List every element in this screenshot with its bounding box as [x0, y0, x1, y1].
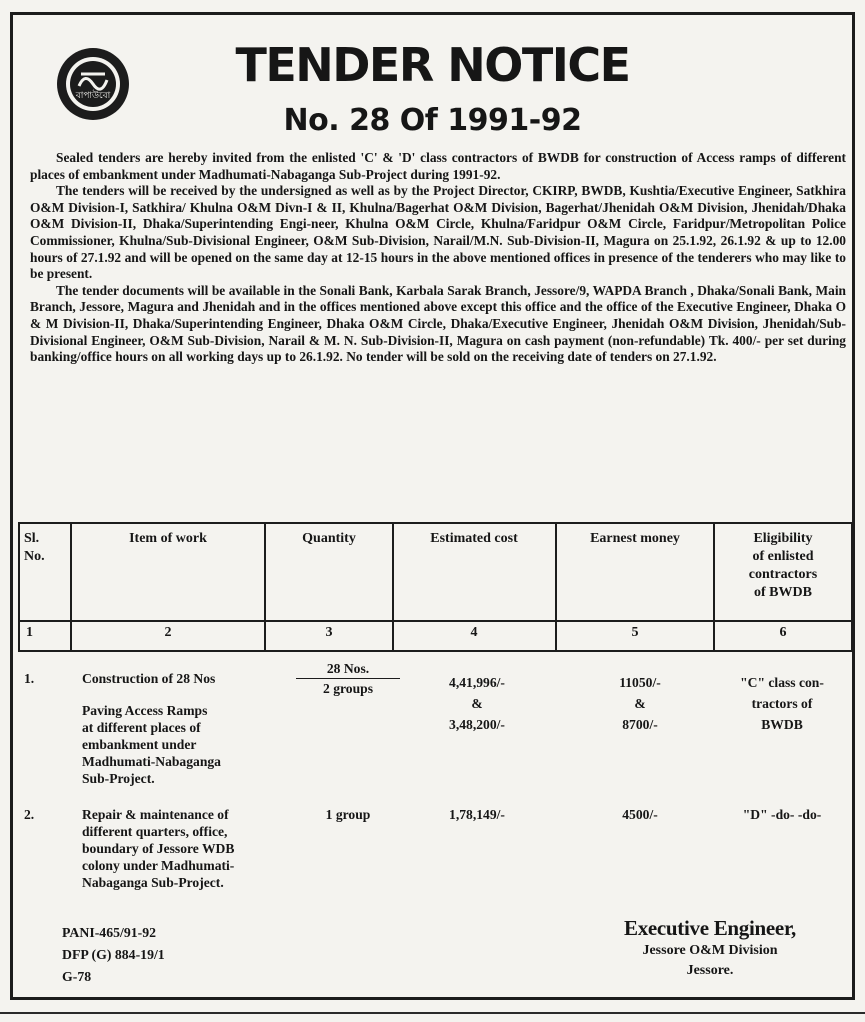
header-eligibility: Eligibility of enlisted contractors of BWDB	[748, 531, 818, 600]
table-col-6	[851, 522, 853, 652]
notice-body	[30, 150, 846, 366]
reference-dfp: DFP (G) 884-19/1	[62, 947, 165, 962]
table-rule-header	[18, 620, 853, 622]
row1-item-details: Paving Access Ramps at different places of embankment under Madhumati-Nabaganga Sub-Project.	[82, 703, 221, 786]
header-quantity: Quantity	[302, 531, 356, 546]
reference-numbers	[62, 922, 165, 988]
row2-cost: 1,78,149/-	[449, 807, 505, 822]
row1-quantity-top: 28 Nos.	[296, 660, 400, 679]
row1-cost: 4,41,996/- & 3,48,200/-	[449, 675, 505, 732]
paragraph-documents: The tender documents will be available in the Sonali Bank, Karbala Sarak Branch, Jessore/9, WAPDA Branch , Dhaka/Sonali Bank, Main Branch, Jessore, Magura and Jhenidah and in the offices mentioned above except this office and the office of the Executive Engineer, Dhaka O & M Division-II, Dhaka/Superintending Engineer, Dhaka O&M Circle, Dhaka/Executive Engineer, Jhenidah O&M Division, Jhenidah/Sub-Divisional Engineer, O&M Sub-Division, Narail & M. N. Sub-Division-II, Magura on cash payment (non-refundable) Tk. 400/- per set during banking/office hours on all working days up to 26.1.92. No tender will be sold on the receiving date of tenders on 27.1.92.	[30, 282, 846, 365]
notice-number: No. 28 Of 1991-92	[283, 103, 582, 138]
row1-eligibility: "C" class con- tractors of BWDB	[740, 675, 824, 732]
page-title: TENDER NOTICE	[235, 38, 630, 92]
signatory-title: Executive Engineer,	[623, 916, 796, 940]
logo-text: বাপাউবো	[75, 91, 111, 101]
header-sl: Sl. No.	[24, 531, 45, 564]
header-cost: Estimated cost	[430, 531, 518, 546]
signature-block	[590, 916, 830, 981]
row2-item: Repair & maintenance of different quarters, office, boundary of Jessore WDB colony under Madhumati- Nabaganga Sub-Project.	[82, 807, 235, 890]
reference-pani: PANI-465/91-92	[62, 925, 157, 940]
row1-sl: 1.	[24, 671, 35, 686]
row2-eligibility: "D" -do- -do-	[742, 807, 822, 822]
table-rule-colnums	[18, 650, 853, 652]
row1-earnest: 11050/- & 8700/-	[619, 675, 661, 732]
row2-earnest: 4500/-	[622, 807, 658, 822]
colnum-6: 6	[779, 625, 787, 640]
table-rule-top	[18, 522, 853, 524]
colnum-4: 4	[470, 625, 478, 640]
paragraph-receipt: The tenders will be received by the undersigned as well as by the Project Director, CKIRP, BWDB, Kushtia/Executive Engineer, Satkhira O&M Division-I, Satkhira/ Khulna O&M Divn-I & II, Khulna/Bagerhat O&M Division, Bagerhat/Jhenidah O&M Division, Jhenidah/Dhaka O&M Division-II, Dhaka/Superintending Engi-neer, Khulna O&M Circle, Khulna/Faridpur O&M Circle, Faridpur/Metropolitan Police Commissioner, Khulna/Sub-Divisional Engineer, O&M Sub-Division, Narail/M.N. Sub-Division-II, Magura on 25.1.92, 26.1.92 & up to 12.00 hours of 27.1.92 and will be opened on the same day at 12-15 hours in the above mentioned offices in presence of the tenderers who may like to be present.	[30, 183, 846, 282]
bottom-rule	[0, 1012, 865, 1014]
reference-g: G-78	[62, 969, 92, 984]
row1-item-line1: Construction of 28 Nos	[82, 671, 216, 686]
signatory-office: Jessore O&M Division	[642, 943, 778, 958]
paragraph-invitation: Sealed tenders are hereby invited from the enlisted 'C' & 'D' class contractors of BWDB for construction of Access ramps of different places of embankment under Madhumati-Nabaganga Sub-Project during 1991-92.	[30, 150, 846, 182]
header-earnest: Earnest money	[590, 531, 680, 546]
row2-quantity: 1 group	[325, 807, 371, 822]
header-item: Item of work	[129, 531, 207, 546]
colnum-2: 2	[164, 625, 172, 640]
colnum-5: 5	[631, 625, 639, 640]
colnum-3: 3	[325, 625, 333, 640]
row1-quantity-bottom: 2 groups	[323, 681, 373, 696]
row2-sl: 2.	[24, 807, 35, 822]
signatory-place: Jessore.	[686, 963, 734, 978]
colnum-1: 1	[26, 625, 33, 640]
